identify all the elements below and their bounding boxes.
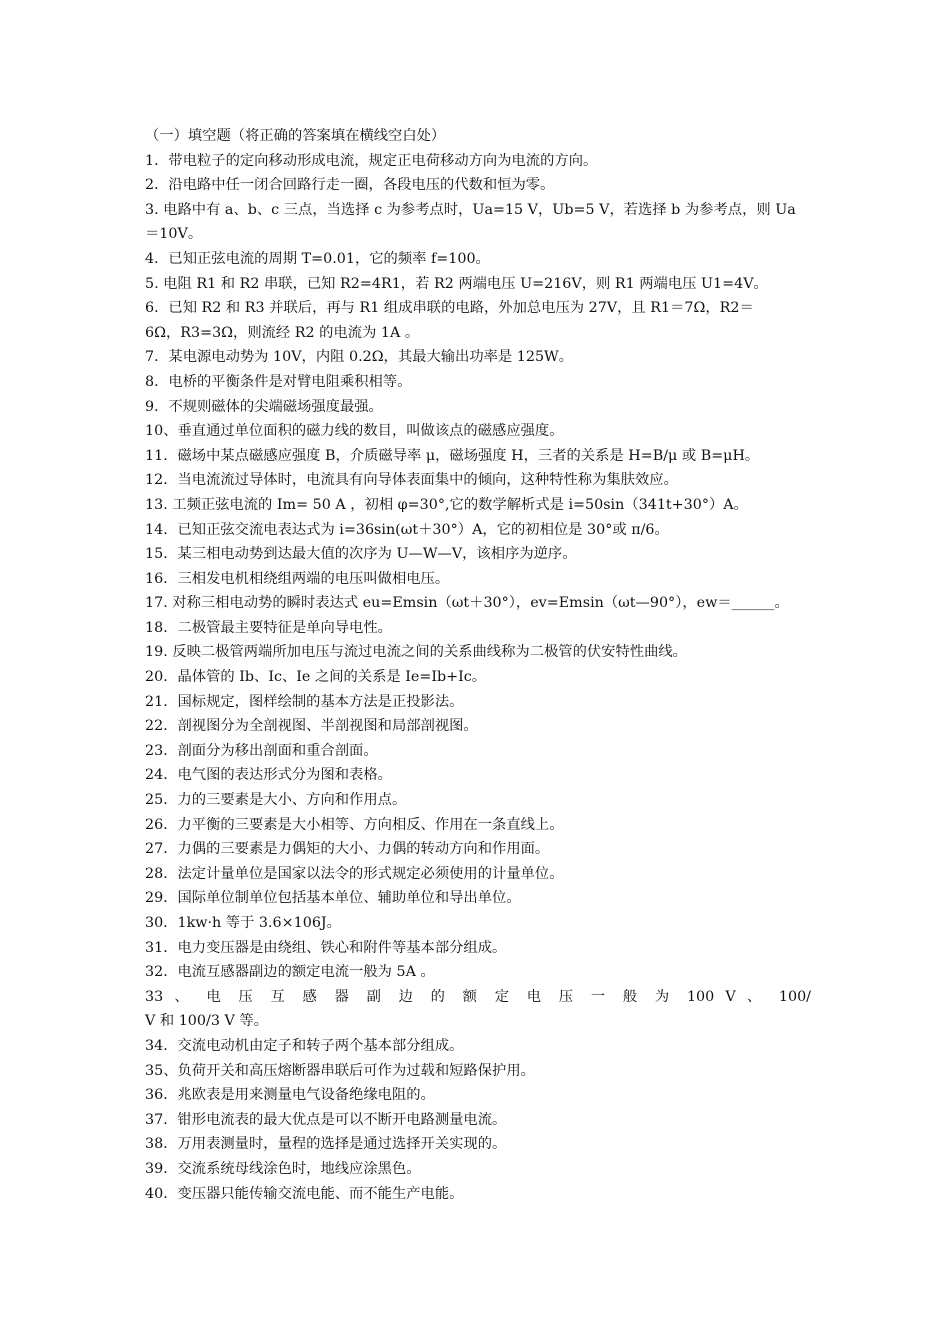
question-25: 25．力的三要素是大小、方向和作用点。 (145, 792, 407, 809)
question-31: 31．电力变压器是由绕组、铁心和附件等基本部分组成。 (145, 939, 507, 956)
question-7: 7．某电源电动势为 10V，内阻 0.2Ω，其最大输出功率是 125W。 (145, 349, 574, 366)
question-30: 30．1kw·h 等于 3.6×106J。 (145, 915, 341, 931)
question-29: 29．国际单位制单位包括基本单位、辅助单位和导出单位。 (145, 890, 521, 907)
question-11: 11．磁场中某点磁感应强度 B，介质磁导率 μ，磁场强度 H，三者的关系是 H=B/μ 或 B=μH。 (145, 447, 760, 464)
question-5: 5. 电阻 R1 和 R2 串联，已知 R2=4R1，若 R2 两端电压 U=216V，则 R1 两端电压 U1=4V。 (145, 275, 768, 292)
question-20: 20．晶体管的 Ib、Ic、Ie 之间的关系是 Ie=Ib+Ic。 (145, 669, 487, 686)
question-13: 13. 工频正弦电流的 Im= 50 A ，初相 φ=30°,它的数学解析式是 i=50sin（341t+30°）A。 (145, 496, 748, 513)
question-12: 12．当电流流过导体时，电流具有向导体表面集中的倾向，这种特性称为集肤效应。 (145, 472, 678, 489)
question-18: 18．二极管最主要特征是单向导电性。 (145, 619, 392, 636)
question-14: 14．已知正弦交流电表达式为 i=36sin(ωt＋30°）A，它的初相位是 30°或 π/6。 (145, 521, 669, 538)
question-4: 4．已知正弦电流的周期 T=0.01，它的频率 f=100。 (145, 250, 490, 267)
question-34: 34．交流电动机由定子和转子两个基本部分组成。 (145, 1037, 464, 1054)
question-39: 39．交流系统母线涂色时，地线应涂黑色。 (145, 1160, 421, 1177)
question-17: 17. 对称三相电动势的瞬时表达式 eu=Emsin（ωt＋30°），ev=Emsin（ωt—90°），ew＝______。 (145, 595, 789, 612)
question-8: 8．电桥的平衡条件是对臂电阻乘积相等。 (145, 373, 412, 390)
question-40: 40．变压器只能传输交流电能、而不能生产电能。 (145, 1185, 464, 1202)
question-1: 1．带电粒子的定向移动形成电流，规定正电荷移动方向为电流的方向。 (145, 152, 598, 169)
document-body (145, 124, 811, 1206)
question-9: 9．不规则磁体的尖端磁场强度最强。 (145, 398, 383, 415)
question-15: 15．某三相电动势到达最大值的次序为 U—W—V，该相序为逆序。 (145, 546, 577, 563)
question-6: 6．已知 R2 和 R3 并联后，再与 R1 组成串联的电路，外加总电压为 27V，且 R1＝7Ω，R2＝ (145, 300, 754, 317)
question-35: 35、负荷开关和高压熔断器串联后可作为过载和短路保护用。 (145, 1062, 535, 1079)
question-19: 19. 反映二极管两端所加电压与流过电流之间的关系曲线称为二极管的伏安特性曲线。 (145, 644, 687, 661)
question-37: 37．钳形电流表的最大优点是可以不断开电路测量电流。 (145, 1111, 507, 1128)
section-heading: （一）填空题（将正确的答案填在横线空白处） (145, 128, 446, 144)
question-21: 21．国标规定，图样绘制的基本方法是正投影法。 (145, 693, 464, 710)
question-6-cont: 6Ω，R3=3Ω，则流经 R2 的电流为 1A 。 (145, 324, 420, 341)
question-32: 32．电流互感器副边的额定电流一般为 5A 。 (145, 964, 435, 981)
question-10: 10、垂直通过单位面积的磁力线的数目，叫做该点的磁感应强度。 (145, 423, 564, 440)
question-36: 36．兆欧表是用来测量电气设备绝缘电阻的。 (145, 1087, 435, 1104)
question-38: 38．万用表测量时，量程的选择是通过选择开关实现的。 (145, 1136, 507, 1153)
question-33-cont: V 和 100/3 V 等。 (145, 1013, 268, 1030)
question-2: 2．沿电路中任一闭合回路行走一圈，各段电压的代数和恒为零。 (145, 177, 555, 194)
question-28: 28．法定计量单位是国家以法令的形式规定必须使用的计量单位。 (145, 865, 564, 882)
question-26: 26．力平衡的三要素是大小相等、方向相反、作用在一条直线上。 (145, 816, 564, 833)
question-3-cont: ＝10V。 (145, 226, 203, 243)
question-16: 16．三相发电机相绕组两端的电压叫做相电压。 (145, 570, 450, 587)
question-27: 27．力偶的三要素是力偶矩的大小、力偶的转动方向和作用面。 (145, 841, 550, 858)
question-24: 24．电气图的表达形式分为图和表格。 (145, 767, 392, 784)
question-23: 23．剖面分为移出剖面和重合剖面。 (145, 742, 378, 759)
question-22: 22．剖视图分为全剖视图、半剖视图和局部剖视图。 (145, 718, 478, 735)
question-33: 33 、 电 压 互 感 器 副 边 的 额 定 电 压 一 般 为 100 V 、 100/ (145, 988, 811, 1005)
question-3: 3. 电路中有 a、b、c 三点，当选择 c 为参考点时，Ua=15 V，Ub=5 V，若选择 b 为参考点，则 Ua (145, 201, 796, 218)
